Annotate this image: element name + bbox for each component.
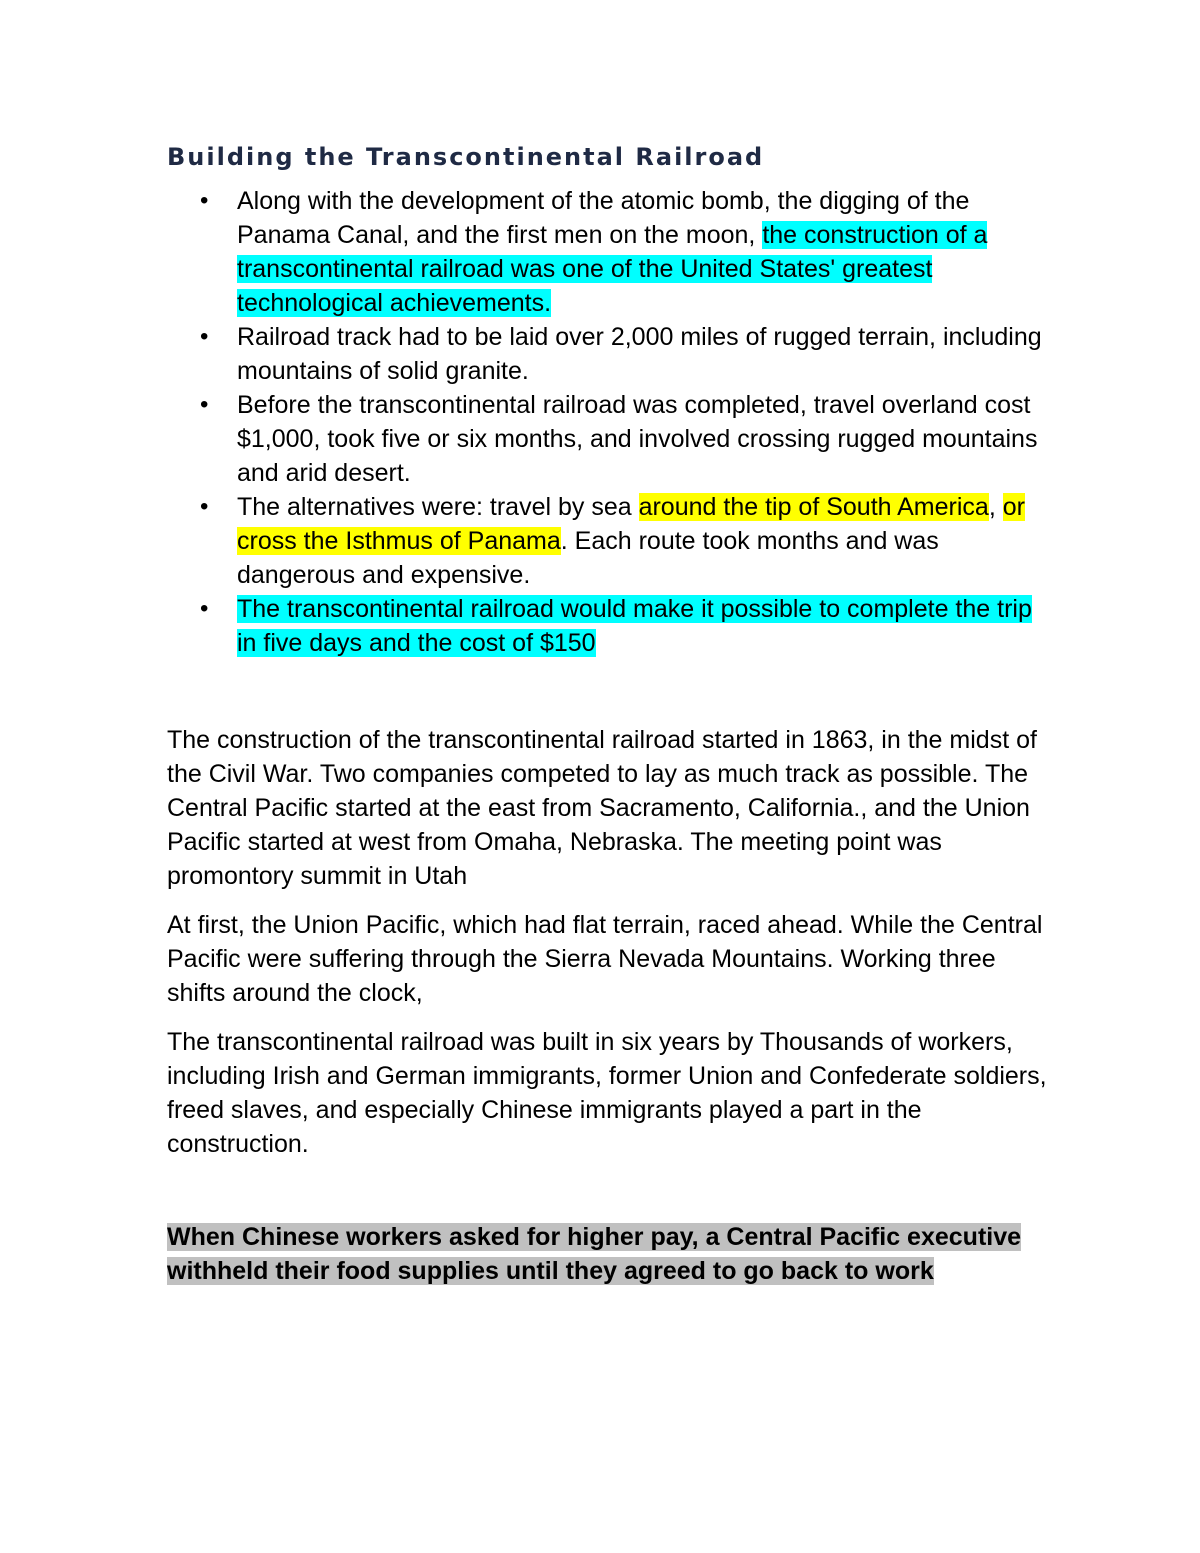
bullet-text: , — [988, 493, 1003, 521]
blank-line — [167, 660, 1047, 723]
bullet-icon: • — [200, 187, 209, 214]
highlighted-text: The transcontinental railroad would make it possible to complete the trip in five days and the cost of $150 — [237, 595, 1032, 657]
bullet-item — [167, 592, 1047, 660]
bullet-text: . Each route took months and was dangerous and expensive. — [237, 527, 939, 589]
bullet-item — [167, 388, 1047, 490]
document-title: Building the Transcontinental Railroad — [167, 143, 765, 171]
bullet-list — [167, 184, 1047, 660]
body-paragraph: The transcontinental railroad was built in six years by Thousands of workers, including Irish and German immigrants, former Union and Confederate soldiers, freed slaves, and especially Chinese immigrants played a part in the construction. — [167, 1028, 1047, 1158]
blank-line — [167, 1176, 1047, 1220]
document-body — [167, 140, 1047, 1288]
highlighted-text: When Chinese workers asked for higher pay, a Central Pacific executive withheld their food supplies until they agreed to go back to work — [167, 1223, 1022, 1285]
highlighted-text: the construction of a transcontinental railroad was one of the United States' greatest technological achievements. — [237, 221, 988, 317]
highlighted-note — [167, 1220, 1047, 1288]
highlighted-text: around the tip of South America — [638, 493, 989, 521]
bullet-text: Along with the development of the atomic bomb, the digging of the Panama Canal, and the first men on the moon, — [237, 187, 970, 249]
bullet-text: Railroad track had to be laid over 2,000 miles of rugged terrain, including mountains of solid granite. — [237, 323, 1042, 385]
bullet-text: Before the transcontinental railroad was completed, travel overland cost $1,000, took five or six months, and involved crossing rugged mountains and arid desert. — [237, 391, 1038, 487]
bullet-icon: • — [200, 493, 209, 520]
bullet-text: The alternatives were: travel by sea — [237, 493, 639, 521]
bullet-icon: • — [200, 323, 209, 350]
bullet-item — [167, 490, 1047, 592]
body-paragraph: At first, the Union Pacific, which had flat terrain, raced ahead. While the Central Pacific were suffering through the Sierra Nevada Mountains. Working three shifts around the clock, — [167, 911, 1043, 1007]
bullet-item — [167, 320, 1047, 388]
bullet-item — [167, 184, 1047, 320]
bullet-icon: • — [200, 391, 209, 418]
bullet-icon: • — [200, 595, 209, 622]
highlighted-text: or cross the Isthmus of Panama — [237, 493, 1025, 555]
body-paragraph: The construction of the transcontinental railroad started in 1863, in the midst of the Civil War. Two companies competed to lay as much track as possible. The Central Pacific started at the east from Sacramento, California., and the Union Pacific started at west from Omaha, Nebraska. The meeting point was promontory summit in Utah — [167, 726, 1037, 890]
